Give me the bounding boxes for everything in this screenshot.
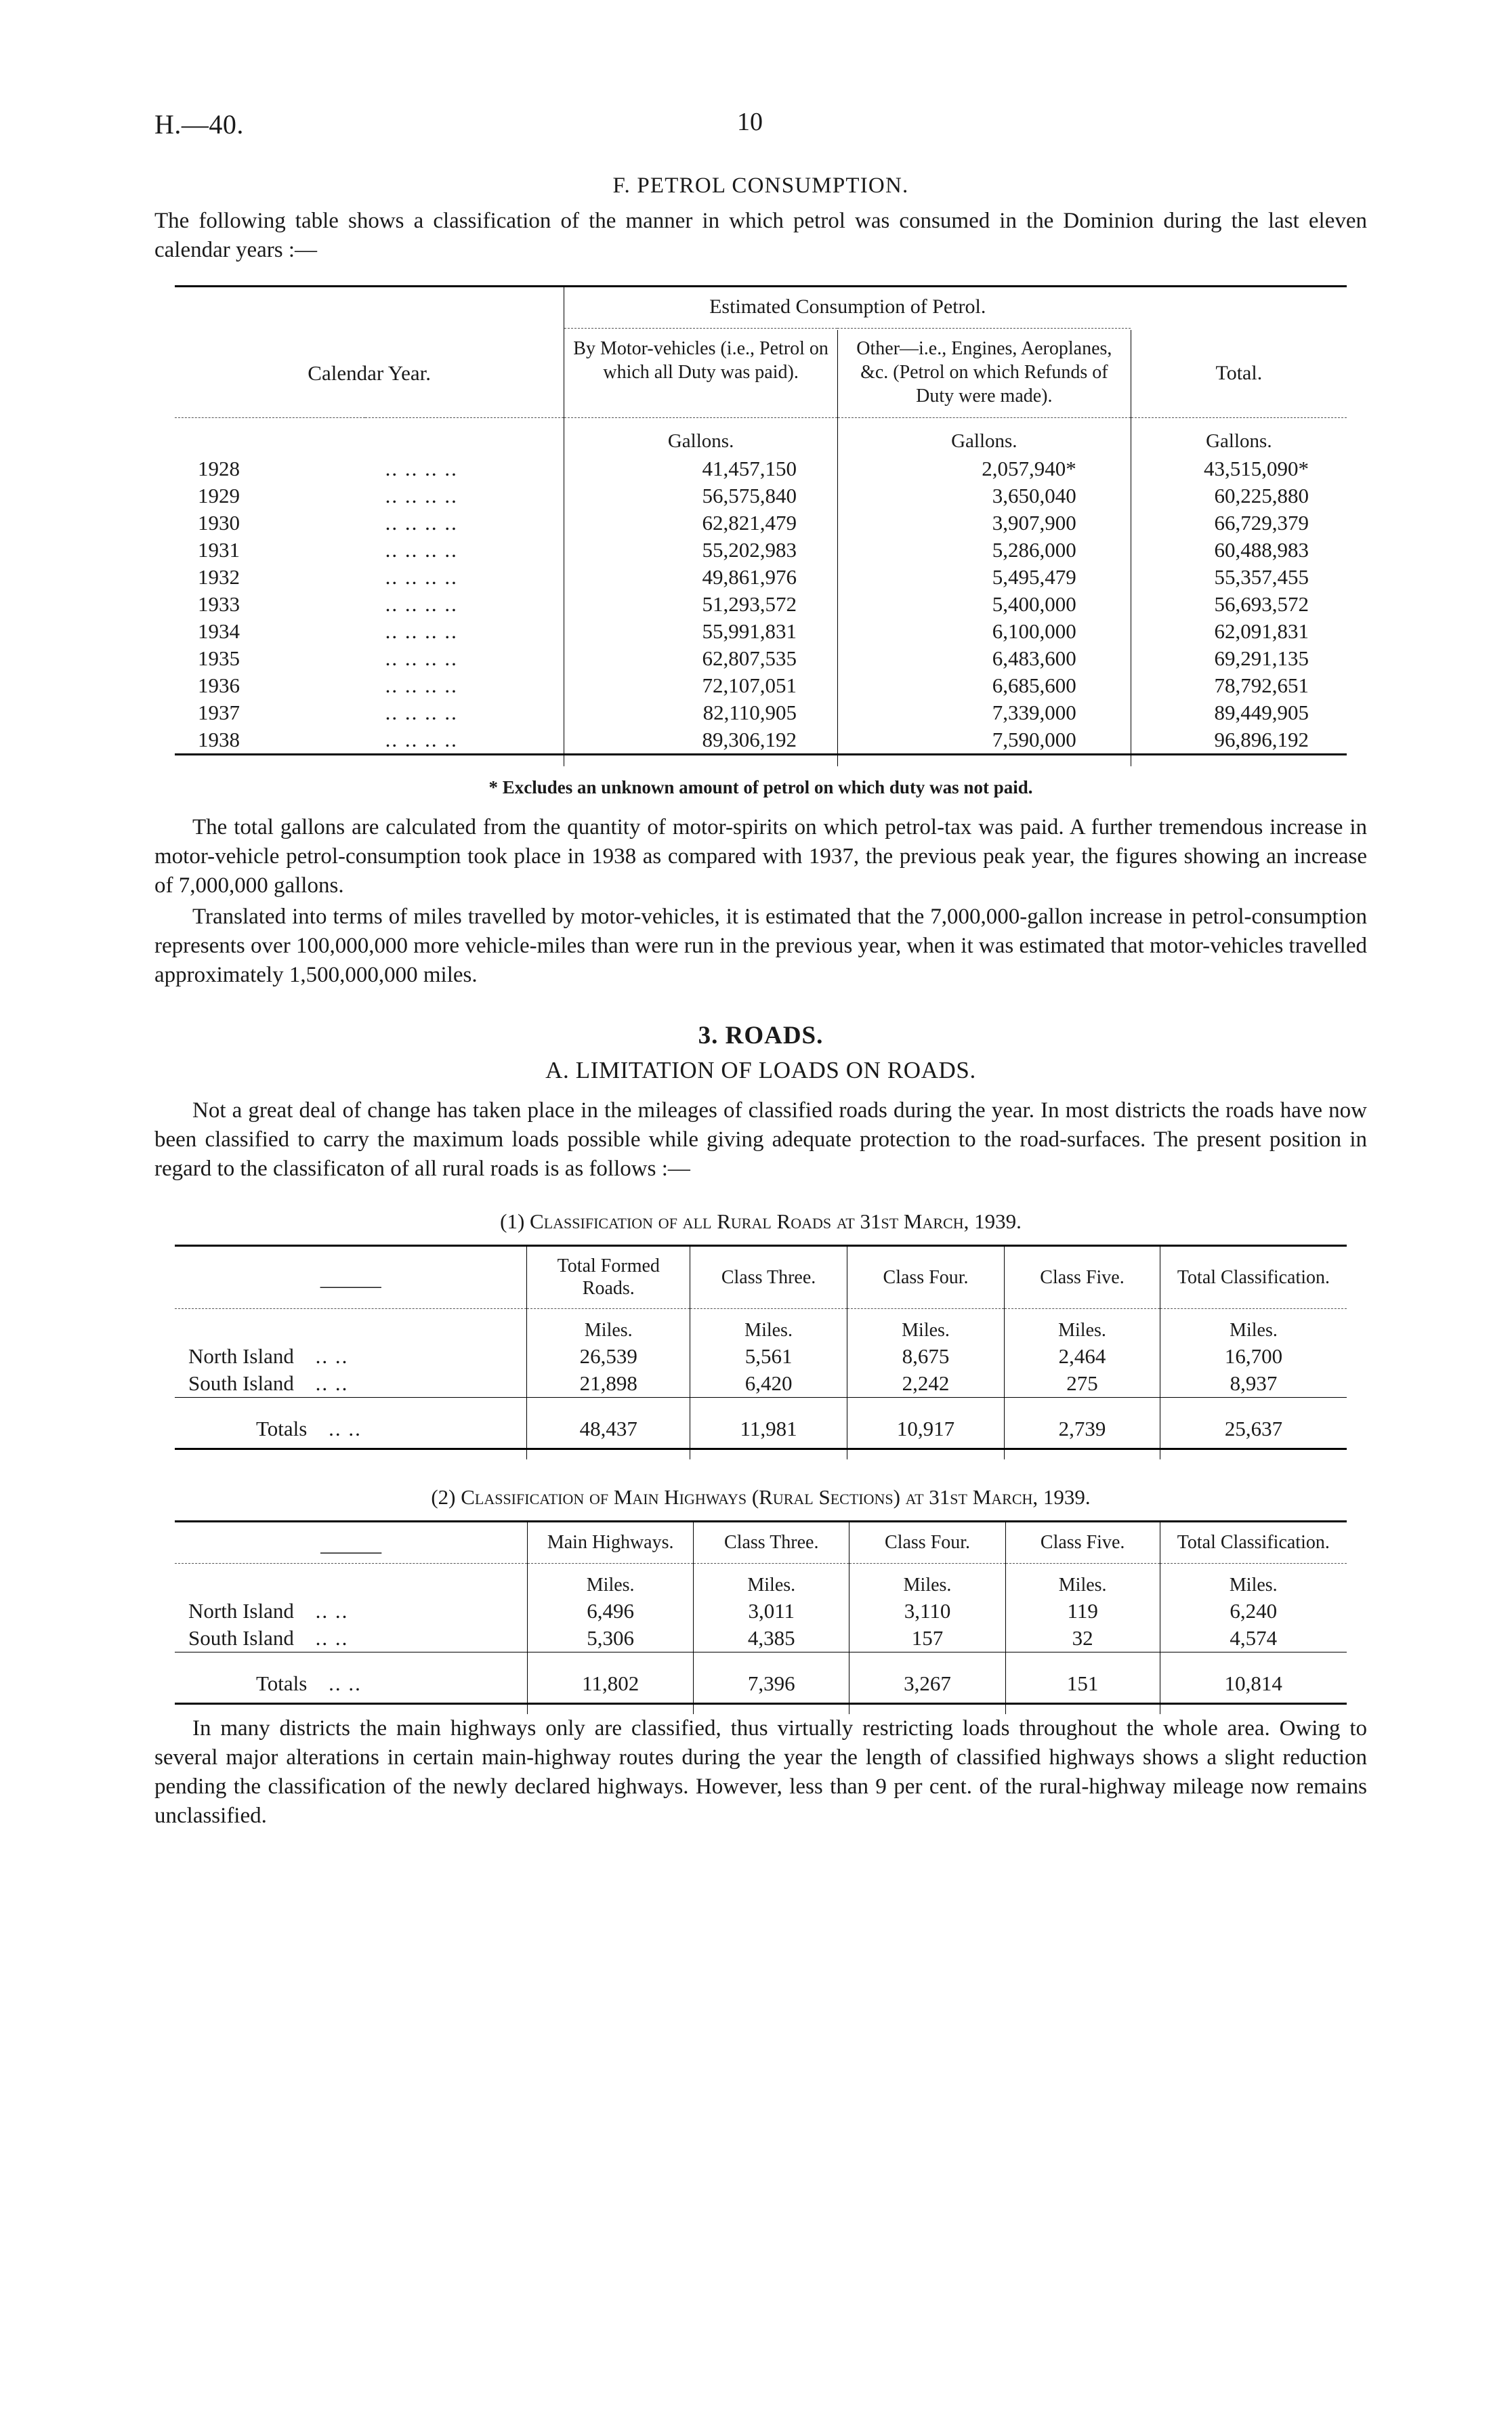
- petrol-row-year: 1933: [198, 591, 240, 616]
- petrol-row-total: 66,729,379: [1131, 510, 1347, 537]
- petrol-row-other: 7,339,000: [837, 699, 1131, 726]
- roads1-value: 6,420: [690, 1370, 847, 1398]
- roads1-value: 8,937: [1160, 1370, 1347, 1398]
- roads2-row-label: [175, 1625, 528, 1652]
- petrol-row-motor: 72,107,051: [564, 672, 838, 699]
- roads2-totals-label: [175, 1662, 528, 1704]
- petrol-row-total: 55,357,455: [1131, 564, 1347, 591]
- roads1-value: 2,464: [1005, 1343, 1160, 1370]
- petrol-spanning-header: Estimated Consumption of Petrol.: [564, 286, 1131, 328]
- petrol-row-motor: 56,575,840: [564, 482, 838, 510]
- roads1-value: 5,561: [690, 1343, 847, 1370]
- roads1-value: 26,539: [527, 1343, 690, 1370]
- petrol-row-other: 5,286,000: [837, 537, 1131, 564]
- petrol-table-footnote: * Excludes an unknown amount of petrol on which duty was not paid.: [488, 776, 1033, 797]
- petrol-col-total: Total.: [1131, 330, 1347, 418]
- roads1-value: 16,700: [1160, 1343, 1347, 1370]
- petrol-row-dots: .. .. .. ..: [385, 456, 458, 480]
- roads2-col-class-three: Class Three.: [694, 1521, 849, 1563]
- roads2-header-row: [175, 1521, 1347, 1563]
- petrol-row-total: 60,488,983: [1131, 537, 1347, 564]
- petrol-paragraph-1: The total gallons are calculated from the quantity of motor-spirits on which petrol-tax was paid. A further tremendous increase in motor-vehicle petrol-consumption took place in 1938 as compared with 1937, the previous peak year, the figures showing an increase of 7,000,000 gallons.: [154, 814, 1367, 898]
- petrol-consumption-table: [175, 285, 1347, 766]
- table-row: [175, 1625, 1347, 1652]
- petrol-row-motor: 89,306,192: [564, 726, 838, 755]
- petrol-row-other: 3,650,040: [837, 482, 1131, 510]
- petrol-section-title: F. PETROL CONSUMPTION.: [612, 173, 909, 198]
- table-row: [175, 1598, 1347, 1625]
- petrol-row-dots: .. .. .. ..: [385, 727, 458, 751]
- roads1-value: 275: [1005, 1370, 1160, 1398]
- roads1-total-value: 25,637: [1160, 1407, 1347, 1449]
- page-header: [154, 102, 1367, 149]
- petrol-row-dots: .. .. .. ..: [385, 673, 458, 697]
- petrol-row-year: 1938: [198, 727, 240, 751]
- petrol-row-other: 6,685,600: [837, 672, 1131, 699]
- petrol-row-dots: .. .. .. ..: [385, 537, 458, 562]
- petrol-row-motor: 51,293,572: [564, 591, 838, 618]
- roads2-row-label-text: North Island: [188, 1598, 294, 1623]
- roads1-total-value: 2,739: [1005, 1407, 1160, 1449]
- table-row: [175, 510, 1347, 537]
- petrol-row-total: 60,225,880: [1131, 482, 1347, 510]
- petrol-row-total: 43,515,090*: [1131, 455, 1347, 482]
- table-row: [175, 618, 1347, 645]
- petrol-row-other: 5,495,479: [837, 564, 1131, 591]
- roads1-unit-1: Miles.: [527, 1309, 690, 1343]
- petrol-intro-paragraph: The following table shows a classification of the manner in which petrol was consumed in the Dominion during the last eleven calendar years :—: [154, 209, 1367, 262]
- petrol-row-dots: .. .. .. ..: [385, 564, 458, 589]
- roads1-corner-dash: ———: [175, 1245, 527, 1308]
- table-row: [175, 1343, 1347, 1370]
- petrol-row-total: 69,291,135: [1131, 645, 1347, 672]
- petrol-row-motor: 41,457,150: [564, 455, 838, 482]
- petrol-unit-other: Gallons.: [837, 418, 1131, 455]
- roads2-col-total-classification: Total Classification.: [1160, 1521, 1347, 1563]
- roads1-totals-dots: .. ..: [329, 1416, 362, 1440]
- roads1-total-value: 48,437: [527, 1407, 690, 1449]
- roads1-row-label-text: South Island: [188, 1371, 294, 1395]
- roads2-unit-4: Miles.: [1005, 1564, 1160, 1598]
- roads2-value: 4,385: [694, 1625, 849, 1652]
- roads2-unit-3: Miles.: [849, 1564, 1005, 1598]
- roads1-col-total-classification: Total Classification.: [1160, 1245, 1347, 1308]
- petrol-row-dots: .. .. .. ..: [385, 510, 458, 535]
- petrol-units-row: [175, 418, 1347, 455]
- roads2-value: 4,574: [1160, 1625, 1347, 1652]
- petrol-paragraph-2: Translated into terms of miles travelled by motor-vehicles, it is estimated that the 7,000,000-gallon increase in petrol-consumption represents over 100,000,000 more vehicle-miles than were run in the previous year, when it was estimated that motor-vehicles travelled approximately 1,500,000,000 miles.: [154, 904, 1367, 988]
- table-row: [175, 699, 1347, 726]
- petrol-col-calendar-year: Calendar Year.: [308, 361, 431, 386]
- petrol-row-year: 1929: [198, 483, 240, 507]
- roads-subheading: A. LIMITATION OF LOADS ON ROADS.: [545, 1057, 976, 1084]
- roads-table1-caption: (1) Classification of all Rural Roads at 31st March, 1939.: [500, 1209, 1022, 1233]
- roads1-col-total-formed: Total Formed Roads.: [527, 1245, 690, 1308]
- main-highways-classification-table: [175, 1520, 1347, 1714]
- roads2-total-value: 3,267: [849, 1662, 1005, 1704]
- table-row: [175, 645, 1347, 672]
- petrol-table-container: [154, 285, 1367, 766]
- roads2-row-label: [175, 1598, 528, 1625]
- roads2-totals-dots: .. ..: [329, 1671, 362, 1695]
- roads-closing-paragraph: In many districts the main highways only are classified, thus virtually restricting loads throughout the whole area. Owing to several major alterations in certain main-highway routes during the year the length of classified highways shows a slight reduction pending the classification of the newly declared highways. However, less than 9 per cent. of the rural-highway mileage now remains unclassified.: [154, 1715, 1367, 1828]
- roads1-value: 8,675: [847, 1343, 1005, 1370]
- table-row: [175, 537, 1347, 564]
- petrol-row-motor: 49,861,976: [564, 564, 838, 591]
- petrol-row-dots: .. .. .. ..: [385, 646, 458, 670]
- document-id: H.—40.: [154, 109, 244, 140]
- roads2-col-class-four: Class Four.: [849, 1521, 1005, 1563]
- roads1-unit-4: Miles.: [1005, 1309, 1160, 1343]
- roads2-unit-5: Miles.: [1160, 1564, 1347, 1598]
- petrol-row-other: 2,057,940*: [837, 455, 1131, 482]
- roads2-value: 6,240: [1160, 1598, 1347, 1625]
- roads1-row-label: [175, 1370, 527, 1398]
- page-content: [154, 102, 1367, 1833]
- roads2-row-dots: .. ..: [315, 1625, 349, 1650]
- roads2-value: 3,011: [694, 1598, 849, 1625]
- roads1-col-class-four: Class Four.: [847, 1245, 1005, 1308]
- petrol-table-bottom-rule: [175, 754, 1347, 766]
- petrol-header-row-1: [175, 286, 1347, 328]
- roads2-value: 6,496: [528, 1598, 694, 1625]
- roads2-row-label-text: South Island: [188, 1625, 294, 1650]
- petrol-row-year: 1936: [198, 673, 240, 697]
- petrol-row-other: 3,907,900: [837, 510, 1131, 537]
- petrol-unit-total: Gallons.: [1131, 418, 1347, 455]
- roads1-total-value: 11,981: [690, 1407, 847, 1449]
- roads2-col-main-highways: Main Highways.: [528, 1521, 694, 1563]
- table-row: [175, 591, 1347, 618]
- roads2-col-class-five: Class Five.: [1005, 1521, 1160, 1563]
- roads2-total-value: 10,814: [1160, 1662, 1347, 1704]
- petrol-row-year: 1928: [198, 456, 240, 480]
- petrol-row-total: 62,091,831: [1131, 618, 1347, 645]
- roads-intro-paragraph: Not a great deal of change has taken place in the mileages of classified roads during the year. In most districts the roads have now been classified to carry the maximum loads possible while giving adequate protection to the road-surfaces. The present position in regard to the classificaton of all rural roads is as follows :—: [154, 1098, 1367, 1181]
- roads-heading: 3. ROADS.: [698, 1022, 824, 1050]
- roads2-corner-dash: ———: [175, 1521, 528, 1563]
- petrol-row-motor: 55,991,831: [564, 618, 838, 645]
- roads2-totals-label-text: Totals: [256, 1671, 308, 1695]
- petrol-row-other: 5,400,000: [837, 591, 1131, 618]
- roads1-total-value: 10,917: [847, 1407, 1005, 1449]
- roads1-value: 21,898: [527, 1370, 690, 1398]
- table-row: [175, 1370, 1347, 1398]
- roads2-value: 119: [1005, 1598, 1160, 1625]
- petrol-row-motor: 55,202,983: [564, 537, 838, 564]
- petrol-row-dots: .. .. .. ..: [385, 700, 458, 724]
- roads1-col-class-five: Class Five.: [1005, 1245, 1160, 1308]
- roads1-unit-3: Miles.: [847, 1309, 1005, 1343]
- roads1-row-label: [175, 1343, 527, 1370]
- petrol-row-total: 89,449,905: [1131, 699, 1347, 726]
- table-row: [175, 482, 1347, 510]
- petrol-row-dots: .. .. .. ..: [385, 483, 458, 507]
- roads2-value: 3,110: [849, 1598, 1005, 1625]
- roads2-total-value: 151: [1005, 1662, 1160, 1704]
- roads2-totals-row: [175, 1662, 1347, 1704]
- petrol-row-year: 1932: [198, 564, 240, 589]
- petrol-row-year: 1937: [198, 700, 240, 724]
- roads2-totals-rule: [175, 1652, 1347, 1662]
- petrol-row-year: 1931: [198, 537, 240, 562]
- petrol-col-motor-vehicles: By Motor-vehicles (i.e., Petrol on which all Duty was paid).: [564, 330, 838, 418]
- roads1-unit-5: Miles.: [1160, 1309, 1347, 1343]
- table-row: [175, 726, 1347, 755]
- roads1-totals-row: [175, 1407, 1347, 1449]
- petrol-row-total: 96,896,192: [1131, 726, 1347, 755]
- roads1-totals-rule: [175, 1397, 1347, 1407]
- roads2-unit-2: Miles.: [694, 1564, 849, 1598]
- petrol-row-year: 1930: [198, 510, 240, 535]
- roads2-total-value: 7,396: [694, 1662, 849, 1704]
- roads1-totals-label-text: Totals: [256, 1416, 308, 1440]
- roads2-units-row: [175, 1564, 1347, 1598]
- petrol-row-dots: .. .. .. ..: [385, 591, 458, 616]
- roads-table2-caption: (2) Classification of Main Highways (Rural Sections) at 31st March, 1939.: [431, 1484, 1091, 1509]
- roads1-unit-2: Miles.: [690, 1309, 847, 1343]
- roads2-total-value: 11,802: [528, 1662, 694, 1704]
- petrol-row-other: 7,590,000: [837, 726, 1131, 755]
- petrol-row-other: 6,483,600: [837, 645, 1131, 672]
- roads1-row-dots: .. ..: [315, 1371, 349, 1395]
- table-row: [175, 564, 1347, 591]
- roads1-col-class-three: Class Three.: [690, 1245, 847, 1308]
- roads2-value: 157: [849, 1625, 1005, 1652]
- roads1-units-row: [175, 1309, 1347, 1343]
- roads1-bottom-rule: [175, 1449, 1347, 1459]
- rural-roads-classification-table: [175, 1245, 1347, 1459]
- roads2-bottom-rule: [175, 1703, 1347, 1714]
- table-row: [175, 672, 1347, 699]
- petrol-row-motor: 82,110,905: [564, 699, 838, 726]
- roads2-value: 5,306: [528, 1625, 694, 1652]
- petrol-row-motor: 62,807,535: [564, 645, 838, 672]
- roads2-row-dots: .. ..: [315, 1598, 349, 1623]
- petrol-row-year: 1934: [198, 619, 240, 643]
- petrol-row-total: 78,792,651: [1131, 672, 1347, 699]
- roads2-unit-1: Miles.: [528, 1564, 694, 1598]
- roads1-row-dots: .. ..: [315, 1344, 349, 1368]
- petrol-unit-motor: Gallons.: [564, 418, 838, 455]
- roads1-row-label-text: North Island: [188, 1344, 294, 1368]
- petrol-row-dots: .. .. .. ..: [385, 619, 458, 643]
- petrol-row-total: 56,693,572: [1131, 591, 1347, 618]
- petrol-row-year: 1935: [198, 646, 240, 670]
- roads2-value: 32: [1005, 1625, 1160, 1652]
- petrol-row-motor: 62,821,479: [564, 510, 838, 537]
- roads1-header-row: [175, 1245, 1347, 1308]
- petrol-col-other: Other—i.e., Engines, Aeroplanes, &c. (Petrol on which Refunds of Duty were made).: [837, 330, 1131, 418]
- petrol-row-other: 6,100,000: [837, 618, 1131, 645]
- petrol-header-row-2: [175, 330, 1347, 418]
- page-number: 10: [737, 108, 763, 136]
- roads1-value: 2,242: [847, 1370, 1005, 1398]
- table-row: [175, 455, 1347, 482]
- roads1-totals-label: [175, 1407, 527, 1449]
